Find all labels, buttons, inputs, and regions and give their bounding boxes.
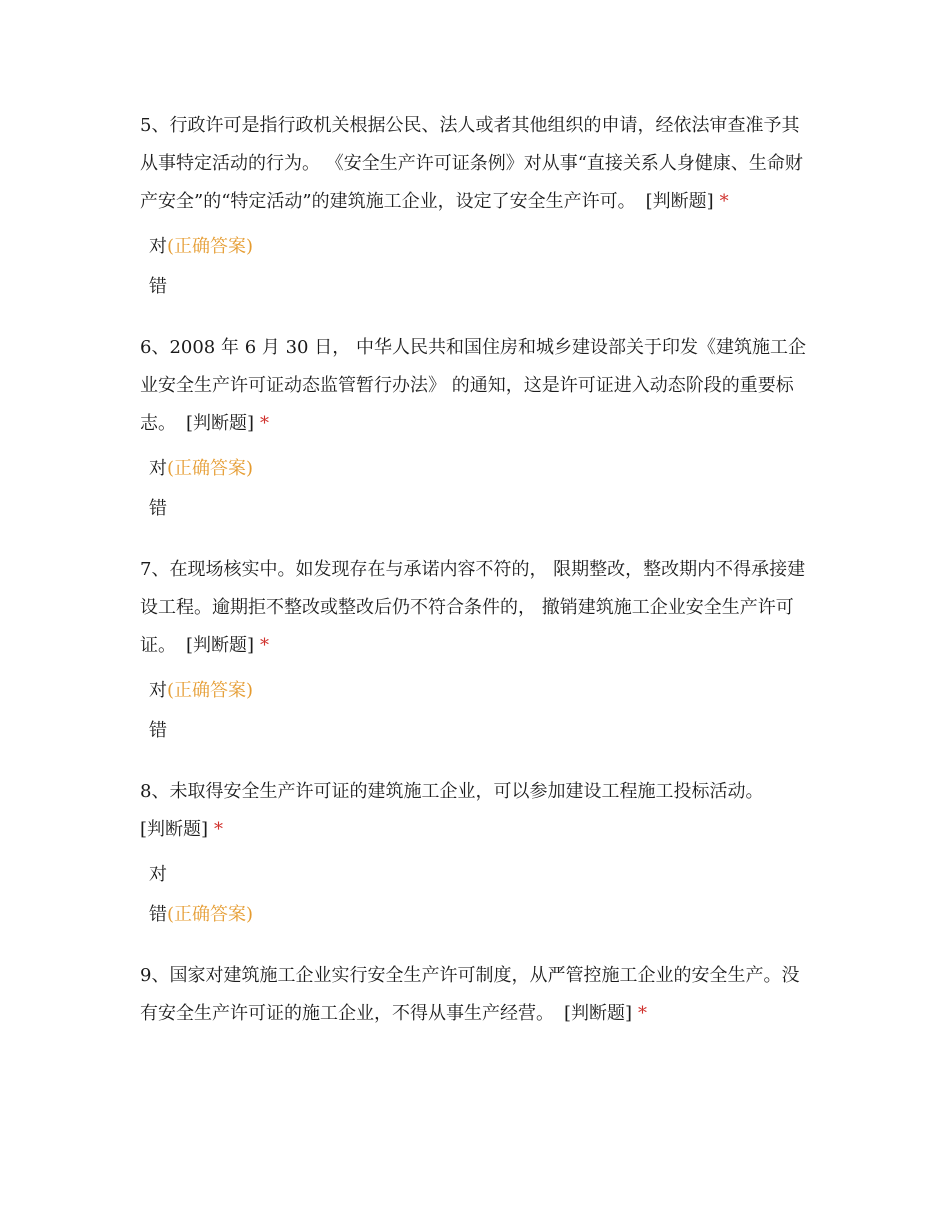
question-text <box>140 551 816 665</box>
correct-answer-tag: (正确答案) <box>167 680 254 701</box>
question-9 <box>140 957 816 1033</box>
question-type: [判断题] <box>186 635 255 656</box>
question-type: [判断题] <box>186 413 255 434</box>
question-body: 行政许可是指行政机关根据公民、法人或者其他组织的申请，经依法审查准予其从事特定活动的行为。 《安全生产许可证条例》对从事“直接关系人身健康、生命财产安全”的“特定活动”的建筑施工企业，设定了安全生产许可。 <box>140 115 803 212</box>
correct-answer-tag: (正确答案) <box>167 904 254 925</box>
question-number: 5、 <box>140 115 170 136</box>
option-false[interactable] <box>140 489 816 529</box>
option-label: 错 <box>149 276 167 297</box>
option-false[interactable] <box>140 895 816 935</box>
option-true[interactable] <box>140 671 816 711</box>
question-text <box>140 957 816 1033</box>
question-number: 8、 <box>140 781 170 802</box>
question-body: 未取得安全生产许可证的建筑施工企业，可以参加建设工程施工投标活动。 <box>169 781 764 802</box>
options-list <box>140 227 816 307</box>
question-body: 在现场核实中。如发现存在与承诺内容不符的， 限期整改，整改期内不得承接建设工程。逾期拒不整改或整改后仍不符合条件的， 撤销建筑施工企业安全生产许可证。 <box>140 559 806 656</box>
option-label: 对 <box>149 864 167 885</box>
required-mark: * <box>638 1003 648 1024</box>
option-true[interactable] <box>140 855 816 895</box>
option-label: 对 <box>149 236 167 257</box>
option-false[interactable] <box>140 711 816 751</box>
required-mark: * <box>260 413 270 434</box>
option-label: 错 <box>149 904 167 925</box>
question-body: 2008 年 6 月 30 日， 中华人民共和国住房和城乡建设部关于印发《建筑施工企业安全生产许可证动态监管暂行办法》 的通知，这是许可证进入动态阶段的重要标志。 <box>140 337 806 434</box>
question-type: [判断题] <box>140 819 209 840</box>
question-8 <box>140 773 816 935</box>
question-number: 6、 <box>140 337 170 358</box>
correct-answer-tag: (正确答案) <box>167 236 254 257</box>
required-mark: * <box>719 191 729 212</box>
question-type: [判断题] <box>564 1003 633 1024</box>
question-number: 9、 <box>140 965 170 986</box>
question-7 <box>140 551 816 751</box>
option-false[interactable] <box>140 267 816 307</box>
option-label: 错 <box>149 720 167 741</box>
question-5 <box>140 107 816 307</box>
question-type: [判断题] <box>645 191 714 212</box>
required-mark: * <box>260 635 270 656</box>
question-body: 国家对建筑施工企业实行安全生产许可制度，从严管控施工企业的安全生产。没有安全生产许可证的施工企业，不得从事生产经营。 <box>140 965 800 1024</box>
option-true[interactable] <box>140 449 816 489</box>
question-number: 7、 <box>140 559 170 580</box>
questionnaire-page <box>140 107 816 1055</box>
required-mark: * <box>214 819 224 840</box>
correct-answer-tag: (正确答案) <box>167 458 254 479</box>
question-text <box>140 107 816 221</box>
question-text <box>140 773 816 849</box>
question-6 <box>140 329 816 529</box>
option-true[interactable] <box>140 227 816 267</box>
option-label: 对 <box>149 680 167 701</box>
options-list <box>140 671 816 751</box>
options-list <box>140 449 816 529</box>
options-list <box>140 855 816 935</box>
option-label: 错 <box>149 498 167 519</box>
question-text <box>140 329 816 443</box>
option-label: 对 <box>149 458 167 479</box>
